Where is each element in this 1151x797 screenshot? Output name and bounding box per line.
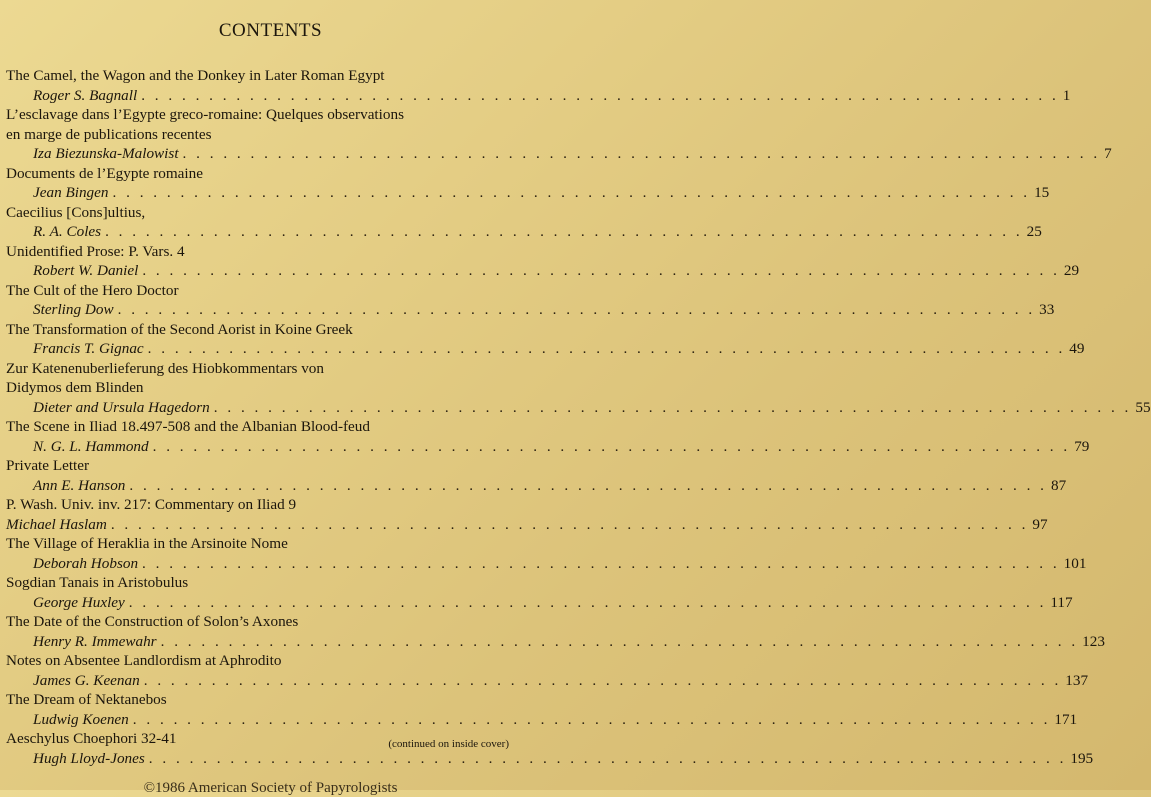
article-title: The Transformation of the Second Aorist in Koine Greek [6, 320, 353, 338]
article-title: Zur Katenenuberlieferung des Hiobkommentars von [6, 359, 324, 377]
toc-entry [6, 534, 1087, 573]
toc-entry [6, 281, 1055, 320]
dot-leader: . . . . . . . . . . . . . . . . . . . . . . . . . . . . . . . . . . . . . . . . . . . . . . . . . . . . . . . . . . . . . . . . . . . . [143, 671, 1062, 689]
continued-note: (continued on inside cover) [388, 738, 509, 750]
dot-leader: . . . . . . . . . . . . . . . . . . . . . . . . . . . . . . . . . . . . . . . . . . . . . . . . . . . . . . . . . . . . . . . . . . . . [152, 437, 1071, 455]
toc-entry [6, 242, 1080, 281]
article-author: Jean Bingen [33, 184, 109, 201]
toc-entry [6, 417, 1090, 456]
article-title: Documents de l’Egypte romaine [6, 164, 203, 182]
toc-entry [6, 612, 1105, 651]
article-title: en marge de publications recentes [6, 125, 212, 143]
article-author: Sterling Dow [33, 301, 114, 318]
page-number: 87 [1050, 476, 1067, 494]
dot-leader: . . . . . . . . . . . . . . . . . . . . . . . . . . . . . . . . . . . . . . . . . . . . . . . . . . . . . . . . . . . . . . . . . . . . [182, 145, 1101, 162]
dot-leader: . . . . . . . . . . . . . . . . . . . . . . . . . . . . . . . . . . . . . . . . . . . . . . . . . . . . . . . . . . . . . . . . . . . . [112, 184, 1031, 201]
article-author: N. G. L. Hammond [33, 437, 149, 455]
article-author: James G. Keenan [33, 671, 140, 689]
author-line [6, 144, 1112, 164]
article-title: The Camel, the Wagon and the Donkey in Later Roman Egypt [6, 67, 385, 84]
author-line [6, 398, 1151, 418]
article-title: Aeschylus Choephori 32-41 [6, 730, 177, 747]
article-title: L’esclavage dans l’Egypte greco-romaine: Quelques observations [6, 106, 404, 123]
toc-entry [6, 456, 1067, 495]
article-title: Notes on Absentee Landlordism at Aphrodito [6, 652, 282, 669]
dot-leader: . . . . . . . . . . . . . . . . . . . . . . . . . . . . . . . . . . . . . . . . . . . . . . . . . . . . . . . . . . . . . . . . . . . . [105, 223, 1023, 240]
page-number: 117 [1050, 593, 1073, 611]
page-number: 15 [1034, 184, 1050, 201]
author-line [6, 710, 1078, 730]
article-title: Unidentified Prose: P. Vars. 4 [6, 242, 185, 260]
article-title: Didymos dem Blinden [6, 379, 144, 396]
article-title: P. Wash. Univ. inv. 217: Commentary on Iliad 9 [6, 496, 297, 513]
article-title: Private Letter [6, 457, 90, 474]
page-number: 101 [1063, 554, 1087, 572]
author-line [6, 339, 1085, 359]
article-author: Robert W. Daniel [33, 262, 139, 279]
page-title: CONTENTS [218, 20, 323, 41]
toc-entry [6, 66, 1071, 105]
article-author: Dieter and Ursula Hagedorn [33, 398, 210, 416]
toc-entry [6, 359, 1151, 418]
author-line [6, 476, 1067, 496]
article-author: Ludwig Koenen [33, 710, 129, 728]
copyright-footer: ©1986 American Society of Papyrologists [143, 780, 398, 796]
author-line [6, 222, 1042, 242]
dot-leader: . . . . . . . . . . . . . . . . . . . . . . . . . . . . . . . . . . . . . . . . . . . . . . . . . . . . . . . . . . . . . . . . . . . . [160, 632, 1079, 650]
article-title: The Dream of Nektanebos [6, 691, 167, 708]
toc-entry [6, 203, 1042, 242]
page-number: 137 [1065, 671, 1089, 689]
dot-leader: . . . . . . . . . . . . . . . . . . . . . . . . . . . . . . . . . . . . . . . . . . . . . . . . . . . . . . . . . . . . . . . . . . . . [142, 262, 1060, 279]
dot-leader: . . . . . . . . . . . . . . . . . . . . . . . . . . . . . . . . . . . . . . . . . . . . . . . . . . . . . . . . . . . . . . . . . . . . [147, 340, 1066, 357]
article-title: The Scene in Iliad 18.497-508 and the Albanian Blood-feud [6, 418, 370, 435]
author-line [6, 300, 1055, 320]
page-number: 7 [1104, 145, 1112, 162]
author-line [6, 437, 1090, 457]
author-line [6, 554, 1087, 574]
article-author: Michael Haslam [6, 515, 107, 533]
dot-leader: . . . . . . . . . . . . . . . . . . . . . . . . . . . . . . . . . . . . . . . . . . . . . . . . . . . . . . . . . . . . . . . . . . . . [141, 86, 1059, 104]
page-number: 97 [1032, 515, 1048, 533]
author-line [6, 632, 1105, 652]
article-title: Sogdian Tanais in Aristobulus [6, 574, 189, 591]
page-number: 33 [1039, 301, 1055, 318]
article-title: The Cult of the Hero Doctor [6, 281, 179, 299]
dot-leader: . . . . . . . . . . . . . . . . . . . . . . . . . . . . . . . . . . . . . . . . . . . . . . . . . . . . . . . . . . . . . . . . . . . . [128, 593, 1047, 611]
toc-entry [6, 690, 1078, 729]
page-number: 25 [1026, 223, 1042, 240]
table-of-contents [6, 66, 1151, 768]
article-title: The Date of the Construction of Solon’s Axones [6, 613, 299, 630]
toc-entry [6, 164, 1050, 203]
dot-leader: . . . . . . . . . . . . . . . . . . . . . . . . . . . . . . . . . . . . . . . . . . . . . . . . . . . . . . . . . . . . . . . . . . . . [132, 710, 1051, 728]
author-line [6, 515, 1048, 535]
article-author: Francis T. Gignac [33, 340, 144, 357]
author-line [6, 749, 1094, 769]
dot-leader: . . . . . . . . . . . . . . . . . . . . . . . . . . . . . . . . . . . . . . . . . . . . . . . . . . . . . . . . . . . . . . . . . . . . [129, 476, 1047, 494]
article-author: Roger S. Bagnall [33, 86, 138, 104]
toc-entry [6, 105, 1112, 164]
page-number: 79 [1074, 437, 1090, 455]
author-line [6, 593, 1073, 613]
toc-entry [6, 495, 1048, 534]
page-number: 1 [1062, 86, 1071, 104]
article-author: Ann E. Hanson [33, 476, 126, 494]
page-number: 55 [1135, 398, 1151, 416]
page-number: 29 [1063, 262, 1080, 279]
article-author: Hugh Lloyd-Jones [33, 749, 145, 767]
author-line [6, 183, 1050, 203]
article-title: Caecilius [Cons]ultius, [6, 203, 146, 221]
dot-leader: . . . . . . . . . . . . . . . . . . . . . . . . . . . . . . . . . . . . . . . . . . . . . . . . . . . . . . . . . . . . . . . . . . . . [117, 301, 1036, 318]
author-line [6, 261, 1080, 281]
article-author: Henry R. Immewahr [33, 632, 157, 650]
page-number: 49 [1069, 340, 1085, 357]
page-number: 123 [1082, 632, 1105, 650]
dot-leader: . . . . . . . . . . . . . . . . . . . . . . . . . . . . . . . . . . . . . . . . . . . . . . . . . . . . . . . . . . . . . . . . . . . . [110, 515, 1029, 533]
article-title: The Village of Heraklia in the Arsinoite Nome [6, 535, 288, 552]
author-line [6, 671, 1089, 691]
toc-entry [6, 320, 1085, 359]
page-number: 171 [1054, 710, 1078, 728]
article-author: Deborah Hobson [33, 554, 139, 572]
author-line [6, 86, 1071, 106]
toc-entry [6, 573, 1073, 612]
article-author: George Huxley [33, 593, 125, 611]
article-author: Iza Biezunska-Malowist [33, 145, 179, 162]
dot-leader: . . . . . . . . . . . . . . . . . . . . . . . . . . . . . . . . . . . . . . . . . . . . . . . . . . . . . . . . . . . . . . . . . . . . [213, 398, 1132, 416]
page-number: 195 [1070, 749, 1094, 767]
dot-leader: . . . . . . . . . . . . . . . . . . . . . . . . . . . . . . . . . . . . . . . . . . . . . . . . . . . . . . . . . . . . . . . . . . . . [148, 749, 1067, 767]
article-author: R. A. Coles [33, 223, 102, 240]
toc-entry [6, 651, 1089, 690]
dot-leader: . . . . . . . . . . . . . . . . . . . . . . . . . . . . . . . . . . . . . . . . . . . . . . . . . . . . . . . . . . . . . . . . . . . . [142, 554, 1060, 572]
